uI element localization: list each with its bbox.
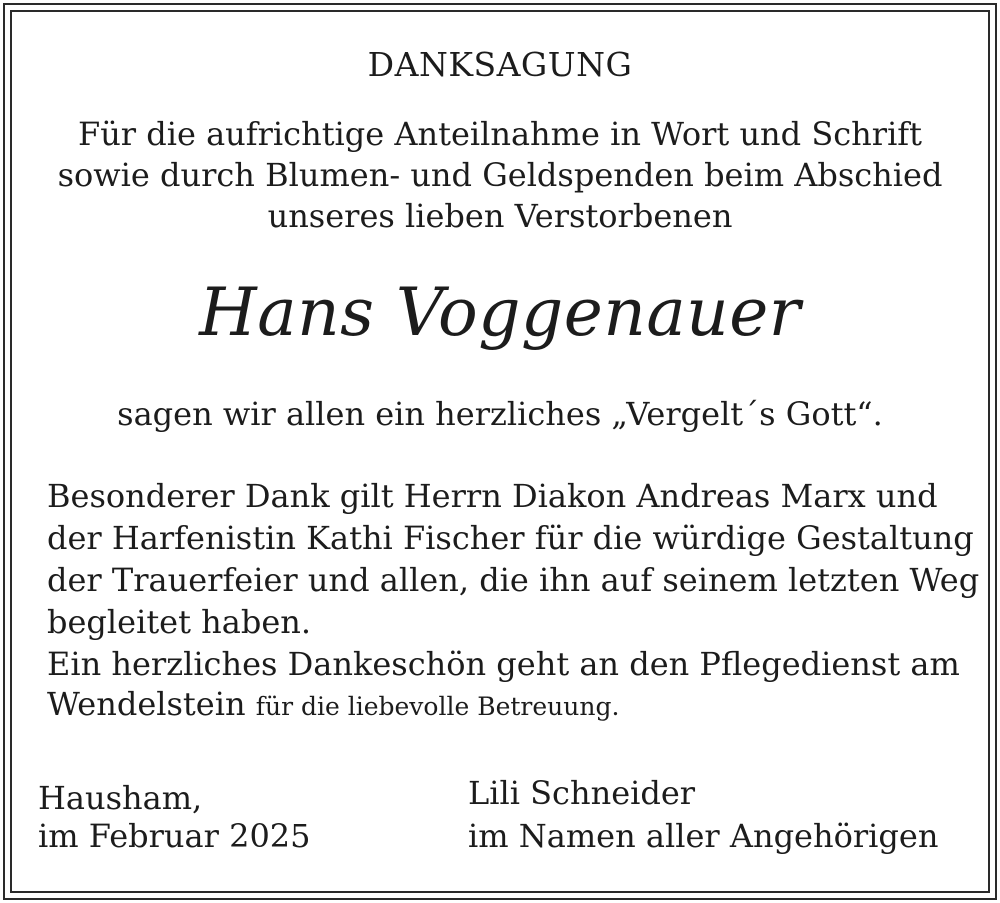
body-line-6	[47, 685, 620, 723]
intro-line-2: sowie durch Blumen- und Geldspenden beim Abschied	[57, 156, 943, 194]
intro-line-1: Für die aufrichtige Anteilnahme in Wort und Schrift	[77, 115, 922, 153]
body-line-4: begleitet haben.	[47, 603, 312, 641]
date: im Februar 2025	[38, 817, 311, 855]
body-line-6-small: für die liebevolle Betreuung.	[255, 692, 620, 721]
signatory-name: Lili Schneider	[468, 774, 696, 812]
signatory-note: im Namen aller Angehörigen	[468, 817, 939, 855]
place: Hausham,	[38, 779, 203, 817]
notice-title: DANKSAGUNG	[367, 45, 633, 84]
body-line-1: Besonderer Dank gilt Herrn Diakon Andreas Marx und	[47, 477, 938, 515]
body-line-2: der Harfenistin Kathi Fischer für die würdige Gestaltung	[47, 519, 974, 557]
body-line-6-main: Wendelstein	[47, 685, 246, 723]
thanks-line: sagen wir allen ein herzliches „Vergelt´s Gott“.	[117, 395, 883, 433]
intro-line-3: unseres lieben Verstorbenen	[267, 197, 733, 235]
body-line-5: Ein herzliches Dankeschön geht an den Pflegedienst am	[47, 645, 960, 683]
deceased-name: Hans Voggenauer	[199, 274, 801, 351]
body-line-3: der Trauerfeier und allen, die ihn auf seinem letzten Weg	[47, 561, 980, 599]
